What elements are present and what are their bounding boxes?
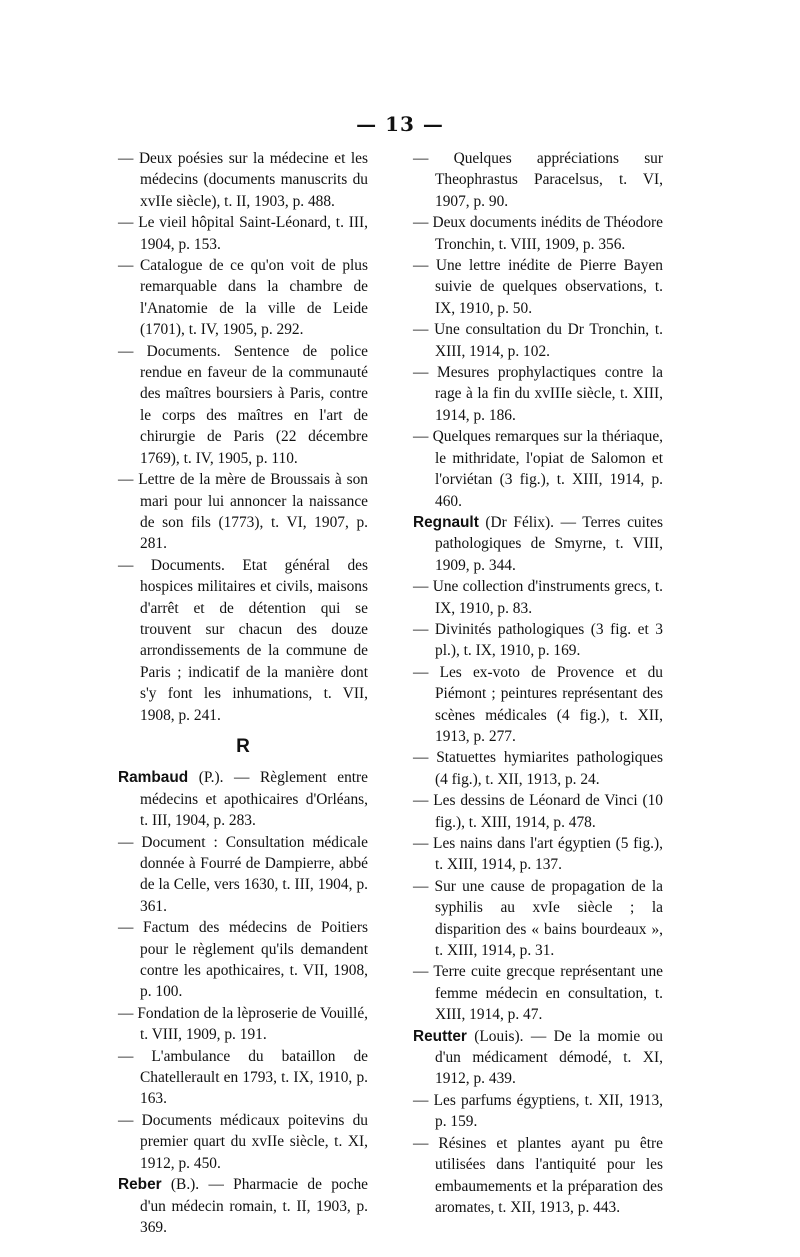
entry-text: — Les dessins de Léonard de Vinci (10 fig.), t. XIII, 1914, p. 478.	[413, 792, 663, 831]
bibliography-entry	[413, 1026, 663, 1090]
entry-text: (B.). — Pharmacie de poche d'un médecin romain, t. II, 1903, p. 369.	[140, 1176, 368, 1236]
bibliography-entry	[413, 512, 663, 576]
author-name: Reber	[118, 1176, 162, 1194]
bibliography-entry	[118, 255, 368, 341]
entry-text: — Résines et plantes ayant pu être utilisées dans l'antiquité pour les embaumements et la préparation des aromates, t. XII, 1913, p. 443.	[413, 1134, 663, 1216]
page-number: — 13 —	[356, 112, 444, 136]
bibliography-entry	[413, 790, 663, 833]
bibliography-entry	[413, 1090, 663, 1133]
bibliography-entry	[118, 767, 368, 831]
entry-text: — Les nains dans l'art égyptien (5 fig.), t. XIII, 1914, p. 137.	[413, 835, 663, 874]
bibliography-entry	[413, 212, 663, 255]
entry-text: — Les parfums égyptiens, t. XII, 1913, p. 159.	[413, 1091, 663, 1131]
bibliography-entry	[118, 341, 368, 469]
bibliography-entry	[413, 148, 663, 212]
author-name: Rambaud	[118, 769, 189, 787]
entry-text: — L'ambulance du bataillon de Chatellerault en 1793, t. IX, 1910, p. 163.	[118, 1047, 368, 1108]
entry-text: — Documents. Etat général des hospices militaires et civils, maisons d'arrêt et de détention qui se trouvent sur chacun des douze arrondissements de la commune de Paris ; indicatif de la manière dont s'y font les inhumations, t. VII, 1908, p. 241.	[118, 556, 368, 724]
bibliography-entry	[413, 319, 663, 362]
entry-text: — Deux documents inédits de Théodore Tronchin, t. VIII, 1909, p. 356.	[413, 214, 663, 253]
entry-text: — Lettre de la mère de Broussais à son mari pour lui annoncer la naissance de son fils (1773), t. VI, 1907, p. 281.	[118, 471, 368, 553]
entry-text: — Divinités pathologiques (3 fig. et 3 pl.), t. IX, 1910, p. 169.	[413, 620, 663, 660]
bibliography-entry	[118, 1046, 368, 1110]
entry-text: — Factum des médecins de Poitiers pour le règlement qu'ils demandent contre les apothicaires, t. VII, 1908, p. 100.	[118, 919, 368, 1001]
bibliography-entry	[413, 961, 663, 1025]
entry-text: (P.). — Règlement entre médecins et apothicaires d'Orléans, t. III, 1904, p. 283.	[140, 769, 368, 830]
entry-text: — Documents. Sentence de police rendue en faveur de la communauté des maîtres boursiers à Paris, contre le corps des maîtres en l'art de chirurgie de Paris (22 décembre 1769), t. IV, 1905, p. 110.	[118, 342, 368, 467]
bibliography-entry	[118, 917, 368, 1003]
right-column	[413, 148, 663, 1218]
entry-text: (Dr Félix). — Terres cuites pathologiques de Smyrne, t. VIII, 1909, p. 344.	[435, 513, 663, 574]
author-name: Reutter	[413, 1027, 467, 1045]
bibliography-entry	[118, 1003, 368, 1046]
entry-text: — Une lettre inédite de Pierre Bayen suivie de quelques observations, t. IX, 1910, p. 50.	[413, 257, 663, 317]
entry-text: — Deux poésies sur la médecine et les médecins (documents manuscrits du xvIIe siècle), t. II, 1903, p. 488.	[118, 150, 368, 210]
entry-text: — Terre cuite grecque représentant une femme médecin en consultation, t. XIII, 1914, p. 47.	[413, 963, 663, 1024]
entry-text: — Quelques remarques sur la thériaque, le mithridate, l'opiat de Salomon et l'orviétan (3 fig.), t. XIII, 1914, p. 460.	[413, 428, 663, 510]
bibliography-entry	[118, 1110, 368, 1174]
author-name: Regnault	[413, 513, 479, 531]
bibliography-entry	[118, 555, 368, 726]
entry-text: — Mesures prophylactiques contre la rage à la fin du xvIIIe siècle, t. XIII, 1914, p. 186.	[413, 364, 663, 424]
bibliography-entry	[413, 662, 663, 748]
bibliography-entry	[413, 426, 663, 512]
entry-text: — Quelques appréciations sur Theophrastus Paracelsus, t. VI, 1907, p. 90.	[413, 150, 663, 210]
section-letter: R	[236, 735, 250, 757]
bibliography-entry	[413, 619, 663, 662]
bibliography-entry	[413, 362, 663, 426]
bibliography-entry	[413, 833, 663, 876]
entry-text: — Une consultation du Dr Tronchin, t. XIII, 1914, p. 102.	[413, 321, 663, 360]
entry-text: — Document : Consultation médicale donnée à Fourré de Dampierre, abbé de la Celle, vers 1630, t. III, 1904, p. 361.	[118, 833, 368, 915]
bibliography-entry	[118, 832, 368, 918]
bibliography-entry	[118, 1174, 368, 1238]
entry-text: — Le vieil hôpital Saint-Léonard, t. III, 1904, p. 153.	[118, 214, 368, 253]
bibliography-entry	[413, 1133, 663, 1219]
bibliography-entry	[118, 212, 368, 255]
bibliography-entry	[118, 469, 368, 555]
bibliography-entry	[413, 576, 663, 619]
entry-text: — Sur une cause de propagation de la syphilis au xvIe siècle ; la disparition des « bains bourdeaux », t. XIII, 1914, p. 31.	[413, 877, 663, 960]
right-entries	[413, 148, 663, 1218]
left-entries	[118, 148, 368, 726]
left-r-entries	[118, 767, 368, 1238]
entry-text: — Fondation de la lèproserie de Vouillé, t. VIII, 1909, p. 191.	[118, 1004, 368, 1044]
left-column	[118, 148, 368, 1238]
entry-text: — Une collection d'instruments grecs, t. IX, 1910, p. 83.	[413, 578, 663, 617]
entry-text: — Les ex-voto de Provence et du Piémont ; peintures représentant des scènes médicales (4 fig.), t. XII, 1913, p. 277.	[413, 663, 663, 745]
bibliography-entry	[413, 255, 663, 319]
entry-text: — Documents médicaux poitevins du premier quart du xvIIe siècle, t. XI, 1912, p. 450.	[118, 1111, 368, 1172]
entry-text: — Catalogue de ce qu'on voit de plus remarquable dans la chambre de l'Anatomie de la ville de Leide (1701), t. IV, 1905, p. 292.	[118, 257, 368, 339]
entry-text: — Statuettes hymiarites pathologiques (4 fig.), t. XII, 1913, p. 24.	[413, 749, 663, 788]
bibliography-entry	[118, 148, 368, 212]
entry-text: (Louis). — De la momie ou d'un médicament démodé, t. XI, 1912, p. 439.	[435, 1027, 663, 1088]
bibliography-entry	[413, 876, 663, 962]
bibliography-entry	[413, 747, 663, 790]
